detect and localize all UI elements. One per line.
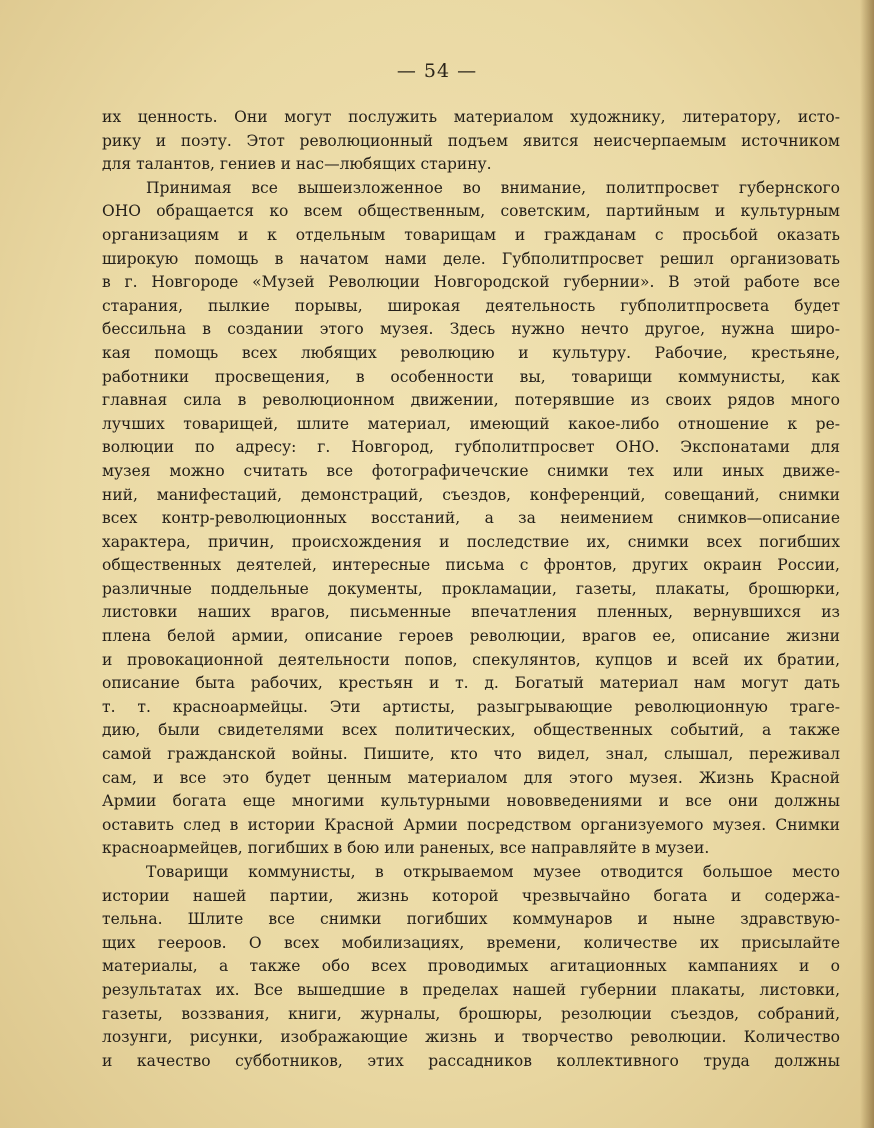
text-line: оставить след в истории Красной Армии посредством организуемого музея. Снимки <box>102 815 840 834</box>
text-line: общественных деятелей, интересные письма с фронтов, других окраин России, <box>102 556 840 575</box>
text-line: красноармейцев, погибших в бою или раненых, все направляйте в музеи. <box>102 839 710 858</box>
text-line: их ценность. Они могут послужить материалом художнику, литератору, исто- <box>102 108 840 126</box>
text-line: музея можно считать все фотографичечские снимки тех или иных движе- <box>102 461 840 480</box>
text-line: лозунги, рисунки, изображающие жизнь и творчество революции. Количество <box>102 1028 840 1047</box>
text-line: тельна. Шлите все снимки погибших коммунаров и ныне здравствую- <box>102 910 840 929</box>
text-line: результатах их. Все вышедшие в пределах нашей губернии плакаты, листовки, <box>102 980 840 999</box>
text-line: рику и поэту. Этот революционный подъем явится неисчерпаемым источником <box>102 131 840 150</box>
page-number: — 54 — <box>396 60 478 82</box>
text-line: для талантов, гениев и нас—любящих старину. <box>102 155 492 174</box>
text-line: Армии богата еще многими культурными нововведениями и все они должны <box>102 792 840 811</box>
text-line: ний, манифестаций, демонстраций, съездов, конференций, совещаний, снимки <box>102 485 840 504</box>
text-line: бессильна в создании этого музея. Здесь нужно нечто другое, нужна широ- <box>102 320 840 339</box>
text-line: описание быта рабочих, крестьян и т. д. Богатый материал нам могут дать <box>102 674 840 693</box>
text-line: работники просвещения, в особенности вы, товарищи коммунисты, как <box>102 367 840 386</box>
text-line: лучших товарищей, шлите материал, имеющий какое-либо отношение к ре- <box>102 414 840 433</box>
text-line: т. т. красноармейцы. Эти артисты, разыгрывающие революционную траге- <box>102 697 840 716</box>
text-line: сам, и все это будет ценным материалом для этого музея. Жизнь Красной <box>102 768 840 787</box>
text-line: организациям и к отдельным товарищам и гражданам с просьбой оказать <box>102 225 840 244</box>
text-line: листовки наших врагов, письменные впечатления пленных, вернувшихся из <box>102 603 840 622</box>
text-line: различные поддельные документы, прокламации, газеты, плакаты, брошюрки, <box>102 579 840 598</box>
text-line: дию, были свидетелями всех политических, общественных событий, а также <box>102 721 840 740</box>
text-line: старания, пылкие порывы, широкая деятельность губполитпросвета будет <box>102 296 840 315</box>
text-line: и качество субботников, этих рассадников коллективного труда должны <box>102 1051 840 1070</box>
page-edge-shadow <box>860 0 874 1128</box>
text-line: всех контр-революционных восстаний, а за неимением снимков—описание <box>102 509 840 528</box>
text-line: Товарищи коммунисты, в открываемом музее отводится большое место <box>146 863 840 881</box>
text-line: и провокационной деятельности попов, спекулянтов, купцов и всей их братии, <box>102 650 840 669</box>
text-line: самой гражданской войны. Пишите, кто что видел, знал, слышал, переживал <box>102 745 840 764</box>
text-line: Принимая все вышеизложенное во внимание, политпросвет губернского <box>146 178 840 197</box>
text-line: материалы, а также обо всех проводимых агитационных кампаниях и о <box>102 957 840 976</box>
text-line: характера, причин, происхождения и последствие их, снимки всех погибших <box>102 532 840 551</box>
text-line: главная сила в революционном движении, потерявшие из своих рядов много <box>102 391 840 410</box>
text-line: плена белой армии, описание героев революции, врагов ее, описание жизни <box>102 627 840 646</box>
text-line: ОНО обращается ко всем общественным, советским, партийным и культурным <box>102 202 840 221</box>
text-line: кая помощь всех любящих революцию и культуру. Рабочие, крестьяне, <box>102 343 840 362</box>
text-line: широкую помощь в начатом нами деле. Губполитпросвет решил организовать <box>102 249 840 268</box>
text-line: щих геероов. О всех мобилизациях, времени, количестве их присылайте <box>102 933 840 952</box>
body-text <box>102 106 840 1073</box>
text-line: газеты, воззвания, книги, журналы, брошюры, резолюции съездов, собраний, <box>102 1004 840 1023</box>
text-line: в г. Новгороде «Музей Революции Новгородской губернии». В этой работе все <box>102 273 840 292</box>
text-line: волюции по адресу: г. Новгород, губполитпросвет ОНО. Экспонатами для <box>102 438 840 457</box>
text-line: истории нашей партии, жизнь которой чрезвычайно богата и содержа- <box>102 886 840 905</box>
